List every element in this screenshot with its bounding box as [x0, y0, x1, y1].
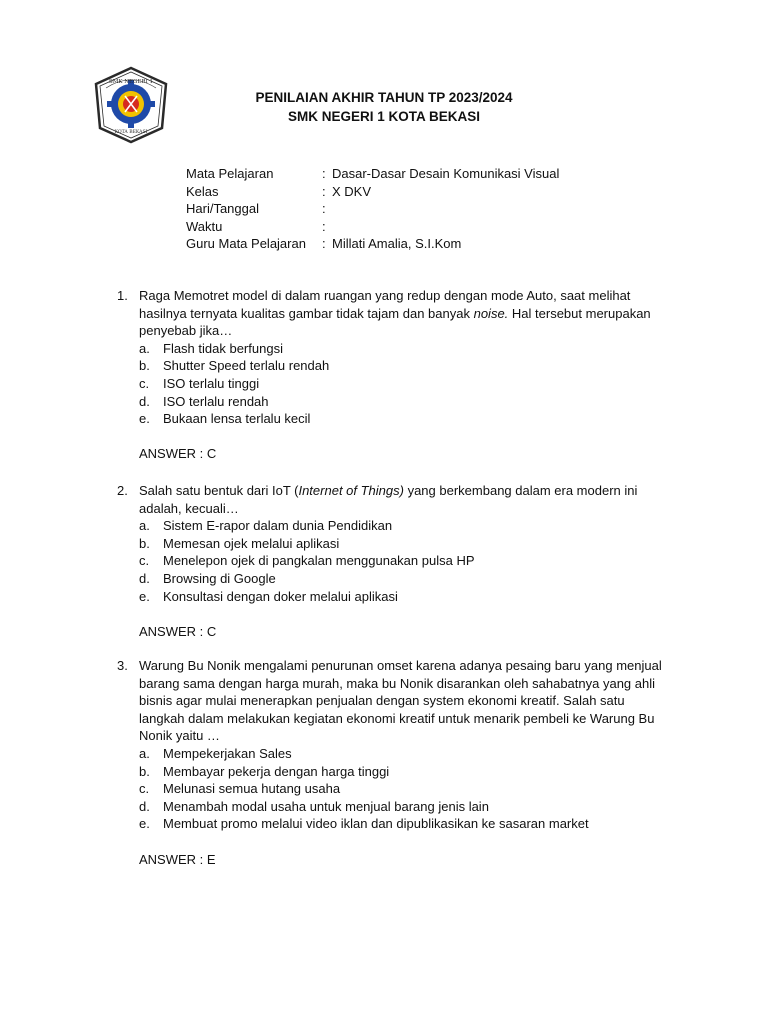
info-separator: : [322, 218, 326, 234]
option-letter: a. [139, 518, 150, 534]
option-list [139, 340, 662, 428]
question-text: Warung Bu Nonik mengalami penurunan omset karena adanya pesaing baru yang menjual barang sama dengan harga murah, maka bu Nonik disarankan oleh sahabatnya yang ahli bisnis agar mulai menerapkan penjualan dengan system ekonomi kreatif. Salah satu langkah dalam melakukan kegiatan ekonomi kreatif untuk menarik pembeli ke Warung Bu Nonik yaitu … [139, 658, 662, 744]
school-name: SMK NEGERI 1 KOTA BEKASI [287, 109, 481, 124]
question-number: 3. [117, 658, 128, 673]
info-label: Hari/Tanggal [186, 201, 259, 217]
question-text: Salah satu bentuk dari IoT (Internet of Things) yang berkembang dalam era modern ini adalah, kecuali… [139, 483, 638, 516]
info-label: Mata Pelajaran [186, 166, 274, 181]
info-row-time [186, 218, 559, 236]
option-letter: b. [139, 535, 150, 551]
exam-title: PENILAIAN AKHIR TAHUN TP 2023/2024 [255, 90, 513, 105]
option-letter: d. [139, 798, 150, 814]
option-text: Flash tidak berfungsi [163, 340, 283, 356]
answer-key: ANSWER : C [139, 623, 217, 639]
option-item [139, 798, 662, 816]
school-logo [92, 66, 170, 144]
option-item [139, 763, 662, 781]
option-item [139, 517, 662, 535]
info-separator: : [322, 201, 326, 217]
info-row-subject [186, 165, 559, 183]
option-letter: a. [139, 340, 150, 356]
option-letter: c. [139, 781, 150, 797]
option-text: Mempekerjakan Sales [163, 745, 292, 761]
option-text: Membuat promo melalui video iklan dan dipublikasikan ke sasaran market [163, 816, 589, 832]
answer-key: ANSWER : E [139, 851, 216, 867]
option-letter: c. [139, 553, 150, 569]
option-item [139, 570, 662, 588]
info-label: Kelas [186, 183, 219, 199]
option-item [139, 393, 662, 411]
info-row-date [186, 200, 559, 218]
info-separator: : [322, 236, 326, 252]
option-item [139, 815, 662, 833]
info-separator: : [322, 166, 326, 181]
question-3 [117, 657, 662, 868]
option-text: ISO terlalu rendah [163, 393, 269, 409]
option-text: Membayar pekerja dengan harga tinggi [163, 763, 390, 779]
info-separator: : [322, 183, 326, 199]
option-item [139, 588, 662, 606]
info-value: Millati Amalia, S.I.Kom [332, 236, 462, 252]
info-label: Guru Mata Pelajaran [186, 236, 306, 252]
question-text: Raga Memotret model di dalam ruangan yang redup dengan mode Auto, saat melihat hasilnya ternyata kualitas gambar tidak tajam dan banyak noise. Hal tersebut merupakan penyebab jika… [139, 288, 651, 339]
option-letter: a. [139, 745, 150, 761]
info-block [186, 165, 559, 253]
option-item [139, 780, 662, 798]
question-number: 1. [117, 288, 128, 303]
option-text: Konsultasi dengan doker melalui aplikasi [163, 588, 398, 604]
info-value: X DKV [332, 183, 372, 199]
option-text: Browsing di Google [163, 570, 276, 586]
option-letter: b. [139, 763, 150, 779]
option-text: Sistem E-rapor dalam dunia Pendidikan [163, 518, 393, 534]
option-letter: e. [139, 411, 150, 427]
option-letter: d. [139, 393, 150, 409]
answer-key: ANSWER : C [139, 446, 217, 462]
option-item [139, 535, 662, 553]
option-text: Melunasi semua hutang usaha [163, 781, 341, 797]
info-row-class [186, 183, 559, 201]
option-letter: e. [139, 816, 150, 832]
logo-arc-text: SMK NEGERI 1 [108, 79, 154, 85]
option-item [139, 745, 662, 763]
option-letter: d. [139, 570, 150, 586]
option-text: Shutter Speed terlalu rendah [163, 358, 330, 374]
option-item [139, 375, 662, 393]
question-1 [117, 287, 662, 463]
logo-bottom-text: KOTA BEKASI [114, 130, 148, 135]
option-text: ISO terlalu tinggi [163, 375, 260, 391]
option-item [139, 340, 662, 358]
info-label: Waktu [186, 218, 223, 234]
option-text: Memesan ojek melalui aplikasi [163, 535, 340, 551]
info-value: Dasar-Dasar Desain Komunikasi Visual [332, 166, 560, 181]
option-list [139, 517, 662, 605]
info-row-teacher [186, 235, 559, 253]
option-text: Bukaan lensa terlalu kecil [163, 411, 311, 427]
question-number: 2. [117, 483, 128, 498]
option-item [139, 357, 662, 375]
option-list [139, 745, 662, 833]
option-letter: e. [139, 588, 150, 604]
option-item [139, 410, 662, 428]
question-2 [117, 482, 662, 640]
option-letter: c. [139, 375, 150, 391]
option-text: Menelepon ojek di pangkalan menggunakan pulsa HP [163, 553, 475, 569]
option-item [139, 552, 662, 570]
option-letter: b. [139, 358, 150, 374]
option-text: Menambah modal usaha untuk menjual barang jenis lain [163, 798, 489, 814]
